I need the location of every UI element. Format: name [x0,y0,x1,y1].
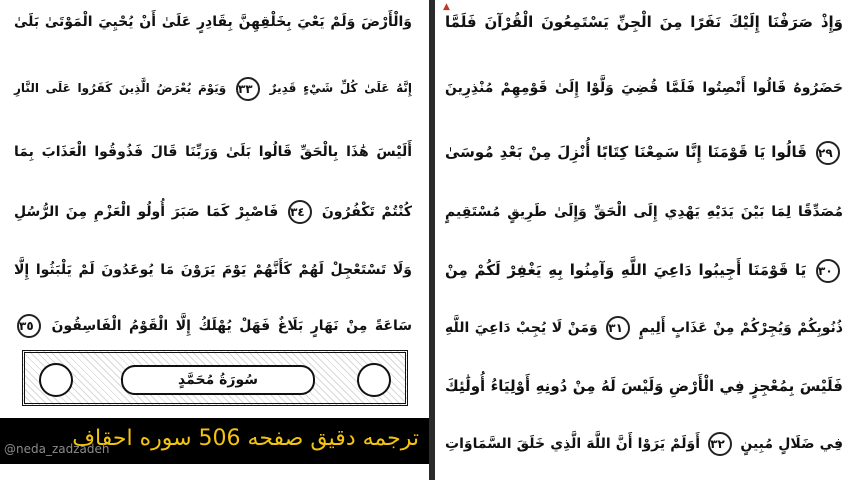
verse-line [445,312,843,352]
verse-segment: فِي ضَلَالٍ مُبِينٍ [740,436,843,452]
verse-segment: قَالُوا يَا قَوْمَنَا إِنَّا سَمِعْنَا كِتَابًا أُنْزِلَ مِنْ بَعْدِ مُوسَىٰ [445,143,807,161]
caption-text: ترجمه دقیق صفحه 506 سوره احقاف [72,426,419,451]
verse-segment: يَا قَوْمَنَا أَجِيبُوا دَاعِيَ اللَّهِ وَآمِنُوا بِهِ يَغْفِرْ لَكُمْ مِنْ [445,261,807,279]
ayah-number-marker: ٢٩ [816,141,840,165]
verse-line [14,72,412,112]
verse-segment: سَاعَةً مِنْ نَهَارٍ بَلَاغٌ فَهَلْ يُهْلَكُ إِلَّا الْقَوْمُ الْفَاسِقُونَ [51,318,412,334]
right-page [435,0,854,480]
verse-line [445,254,843,294]
ayah-number-marker: ٣٤ [288,200,312,224]
verse-segment: فَاصْبِرْ كَمَا صَبَرَ أُولُو الْعَزْمِ مِنَ الرُّسُلِ [14,204,279,220]
verse-line: وَلَا تَسْتَعْجِلْ لَهُمْ كَأَنَّهُمْ يَوْمَ يَرَوْنَ مَا يُوعَدُونَ لَمْ يَلْبَثُوا إِلَّا [14,262,412,278]
verse-segment: وَمَنْ لَا يُجِبْ دَاعِيَ اللَّهِ [445,320,598,336]
verse-segment: إِنَّهُ عَلَىٰ كُلِّ شَيْءٍ قَدِيرٌ [269,81,412,95]
verse-line: فَلَيْسَ بِمُعْجِزٍ فِي الْأَرْضِ وَلَيْسَ لَهُ مِنْ دُونِهِ أَوْلِيَاءُ أُولَٰئِكَ [445,377,843,395]
verse-segment: ذُنُوبِكُمْ وَيُجِرْكُمْ مِنْ عَذَابٍ أَلِيمٍ [638,320,843,336]
watermark: @neda_zadzadeh [4,442,110,456]
verse-line [14,196,412,236]
verse-line: وَإِذْ صَرَفْنَا إِلَيْكَ نَفَرًا مِنَ الْجِنِّ يَسْتَمِعُونَ الْقُرْآنَ فَلَمَّا [445,13,843,31]
ornament-icon [357,363,391,397]
verse-line [445,428,843,468]
caption-bar [0,418,429,464]
verse-line: مُصَدِّقًا لِمَا بَيْنَ يَدَيْهِ يَهْدِي إِلَى الْحَقِّ وَإِلَىٰ طَرِيقٍ مُسْتَقِيمٍ [445,204,843,220]
verse-segment: كُنْتُمْ تَكْفُرُونَ [321,204,412,220]
surah-title: سُورَةُ مُحَمَّدٍ [121,365,315,395]
verse-segment: وَيَوْمَ يُعْرَضُ الَّذِينَ كَفَرُوا عَلَى النَّارِ [14,81,227,95]
surah-header-frame [22,350,408,406]
ayah-number-marker: ٣٣ [236,77,260,101]
ornament-icon [39,363,73,397]
verse-line [445,136,843,176]
verse-line: وَالْأَرْضَ وَلَمْ يَعْيَ بِخَلْقِهِنَّ بِقَادِرٍ عَلَىٰ أَنْ يُحْيِيَ الْمَوْتَىٰ بَلَىٰ [14,14,412,30]
verse-line: أَلَيْسَ هَٰذَا بِالْحَقِّ قَالُوا بَلَىٰ وَرَبِّنَا قَالَ فَذُوقُوا الْعَذَابَ بِمَا [14,144,412,160]
ayah-number-marker: ٣٥ [17,314,41,338]
ayah-number-marker: ٣٢ [708,432,732,456]
ayah-number-marker: ٣٠ [816,259,840,283]
ayah-number-marker: ٣١ [606,316,630,340]
verse-line [14,310,412,350]
corner-mark-icon: ▲ [443,2,450,12]
verse-segment: أَوَلَمْ يَرَوْا أَنَّ اللَّهَ الَّذِي خَلَقَ السَّمَاوَاتِ [445,436,701,452]
verse-line: حَضَرُوهُ قَالُوا أَنْصِتُوا فَلَمَّا قُضِيَ وَلَّوْا إِلَىٰ قَوْمِهِمْ مُنْذِرِينَ [445,80,843,96]
